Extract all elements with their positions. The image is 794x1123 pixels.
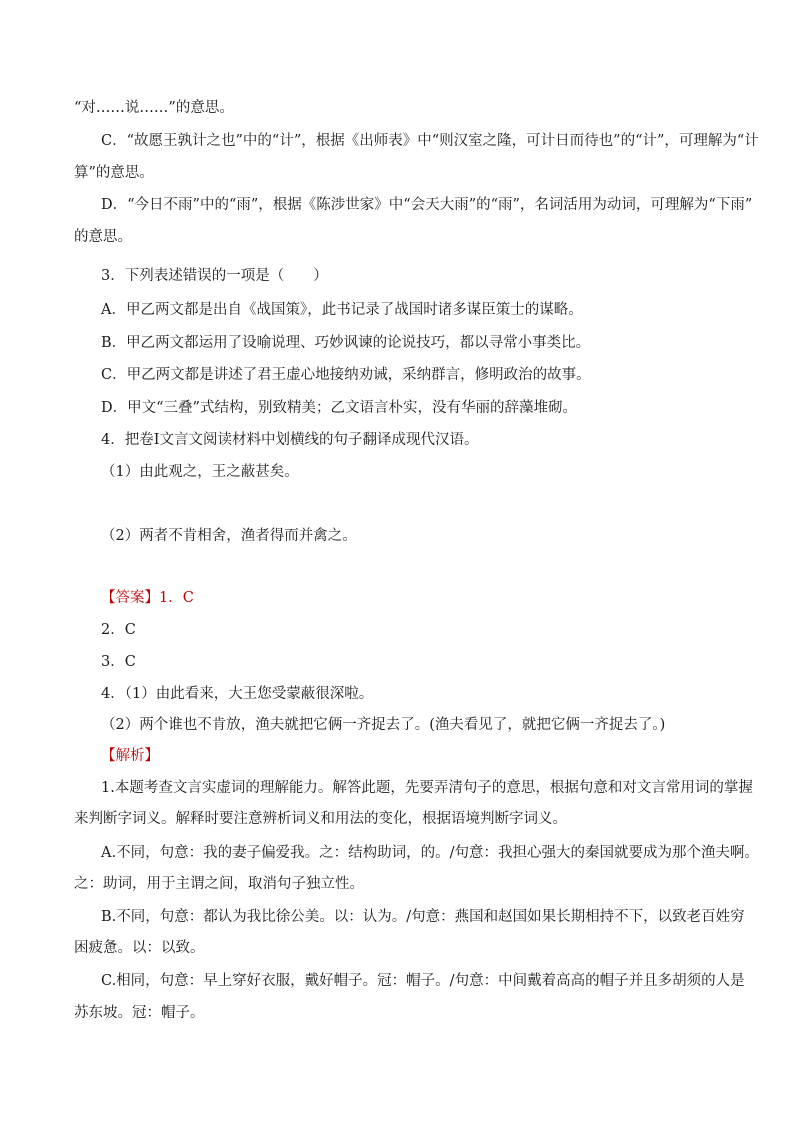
question-3: 3．下列表述错误的一项是（ ） bbox=[101, 268, 328, 284]
text-line: 的意思。 bbox=[74, 229, 132, 245]
analysis-heading: 【解析】 bbox=[101, 748, 159, 764]
answer-line bbox=[101, 588, 794, 608]
answer-3: 3．C bbox=[101, 654, 136, 670]
analysis-b-line: B.不同，句意：都认为我比徐公美。以：认为。/句意：燕国和赵国如果长期相持不下，以致老百姓穷 bbox=[101, 909, 745, 925]
analysis-line: 来判断字词义。解释时要注意辨析词义和用法的变化，根据语境判断字词义。 bbox=[74, 811, 567, 827]
option-c-line: C．“故愿王孰计之也”中的“计”，根据《出师表》中“则汉室之隆，可计日而待也”的“计”，可理解为“计 bbox=[101, 133, 759, 149]
text-line: 算”的意思。 bbox=[74, 165, 154, 181]
analysis-a-line: A.不同，句意：我的妻子偏爱我。之：结构助词，的。/句意：我担心强大的秦国就要成为那个渔夫啊。 bbox=[101, 845, 759, 861]
answer-4-2: （2）两个谁也不肯放，渔夫就把它俩一齐捉去了。(渔夫看见了，就把它俩一齐捉去了。) bbox=[101, 717, 666, 733]
answer-heading: 【答案】1．C bbox=[101, 590, 194, 606]
text-line: “对……说……”的意思。 bbox=[74, 100, 234, 116]
option-d-line: D．“今日不雨”中的“雨”，根据《陈涉世家》中“会天大雨”的“雨”，名词活用为动词，可理解为“下雨” bbox=[101, 197, 753, 213]
option-a-line: A．甲乙两文都是出自《战国策》，此书记录了战国时诸多谋臣策士的谋略。 bbox=[101, 302, 583, 318]
analysis-line: 1.本题考查文言实虚词的理解能力。解答此题，先要弄清句子的意思，根据句意和对文言常用词的掌握 bbox=[101, 780, 753, 796]
answer-2: 2．C bbox=[101, 622, 136, 638]
answer-4-1: 4．（1）由此看来，大王您受蒙蔽很深啦。 bbox=[101, 686, 374, 702]
analysis-c-line: 苏东坡。冠：帽子。 bbox=[74, 1005, 205, 1021]
question-4: 4．把卷Ⅰ文言文阅读材料中划横线的句子翻译成现代汉语。 bbox=[101, 432, 479, 448]
option-c-line: C．甲乙两文都是讲述了君王虚心地接纳劝诫，采纳群言，修明政治的故事。 bbox=[101, 367, 591, 383]
sentence-2: （2）两者不肯相舍，渔者得而并禽之。 bbox=[101, 528, 357, 544]
sentence-1: （1）由此观之，王之蔽甚矣。 bbox=[101, 464, 299, 480]
option-b-line: B．甲乙两文都运用了设喻说理、巧妙讽谏的论说技巧，都以寻常小事类比。 bbox=[101, 335, 591, 351]
analysis-b-line: 困疲惫。以：以致。 bbox=[74, 940, 205, 956]
analysis-c-line: C.相同，句意：早上穿好衣服，戴好帽子。冠：帽子。/句意：中间戴着高高的帽子并且多胡须的人是 bbox=[101, 973, 745, 989]
analysis-a-line: 之：助词，用于主谓之间，取消句子独立性。 bbox=[74, 876, 364, 892]
option-d-line: D．甲文“三叠”式结构，别致精美；乙文语言朴实，没有华丽的辞藻堆砌。 bbox=[101, 400, 577, 416]
